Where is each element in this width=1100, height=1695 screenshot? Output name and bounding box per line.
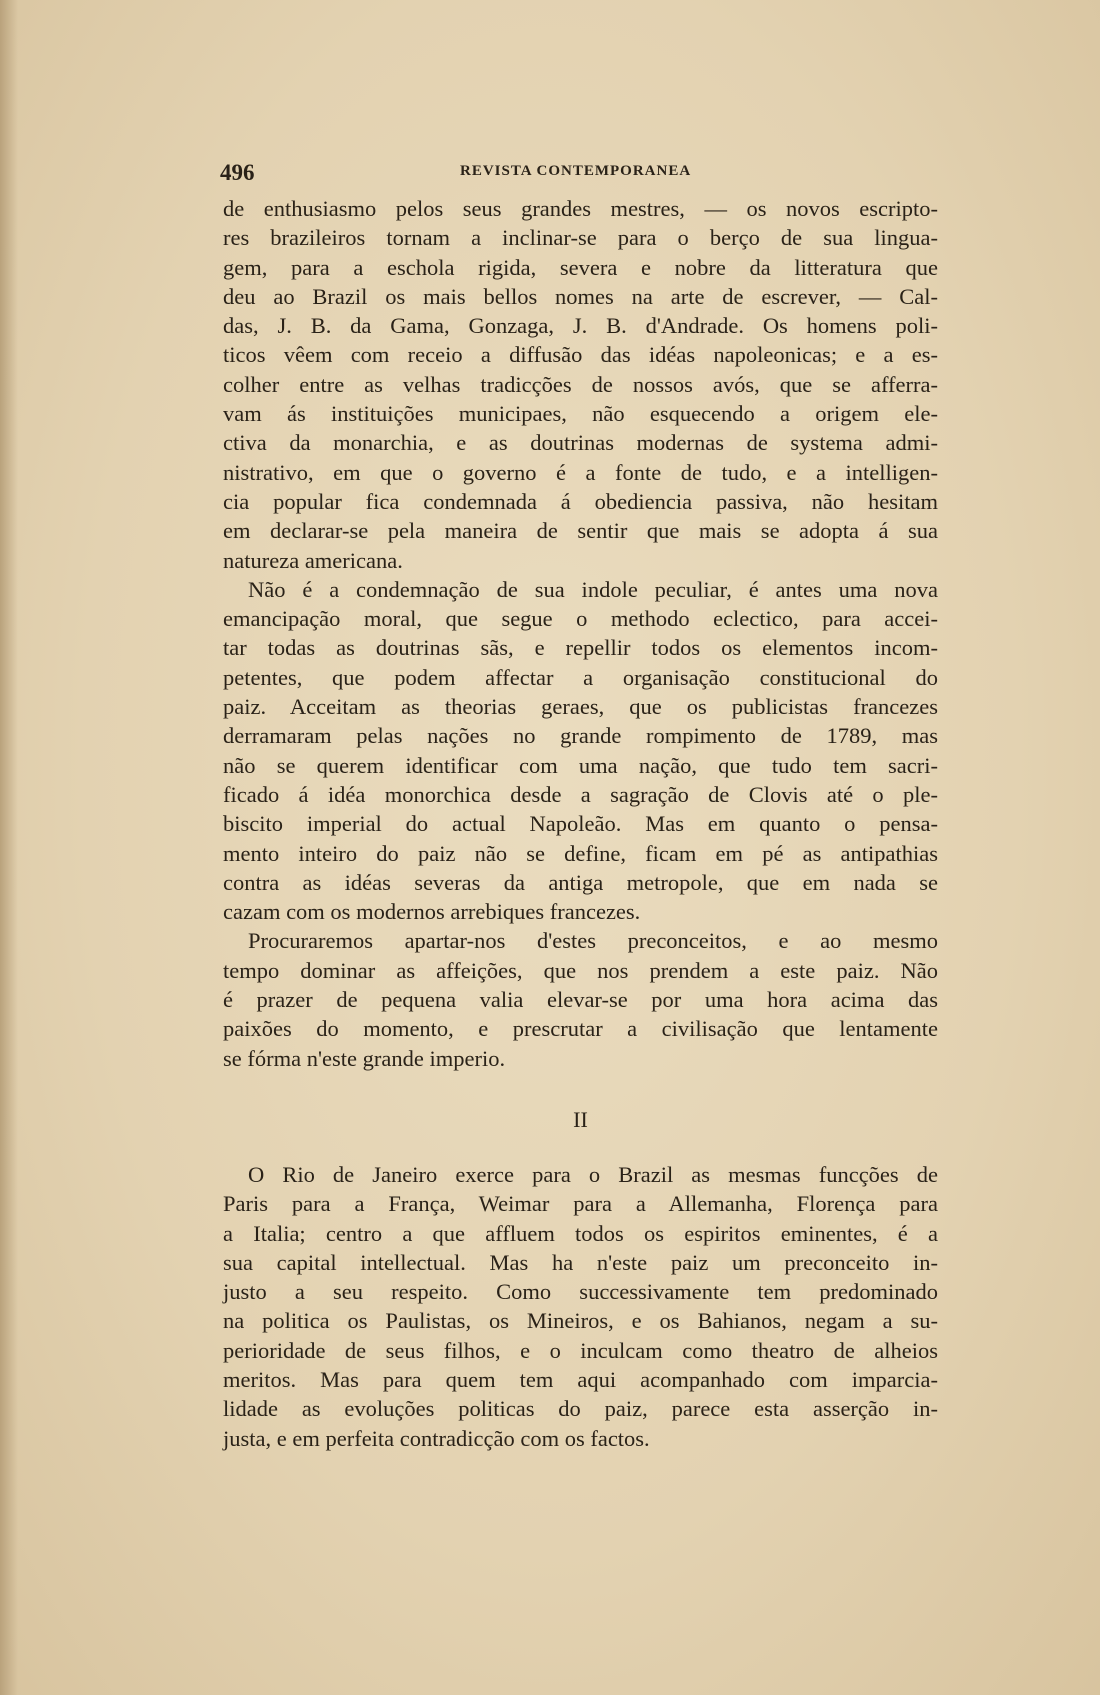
page-number: 496 bbox=[220, 160, 255, 185]
text-line: a Italia; centro a que affluem todos os espiritos eminentes, é a bbox=[223, 1220, 938, 1246]
text-line: ficado á idéa monorchica desde a sagração de Clovis até o ple- bbox=[223, 781, 938, 807]
text-line: perioridade de seus filhos, e o inculcam como theatro de alheios bbox=[223, 1337, 938, 1363]
text-line: das, J. B. da Gama, Gonzaga, J. B. d'Andrade. Os homens poli- bbox=[223, 313, 938, 339]
text-line: de enthusiasmo pelos seus grandes mestres, — os novos escripto- bbox=[223, 196, 938, 221]
section-spacer bbox=[223, 1073, 938, 1104]
text-line: emancipação moral, que segue o methodo eclectico, para accei- bbox=[223, 606, 938, 632]
text-line: tar todas as doutrinas sãs, e repellir todos os elementos incom- bbox=[223, 635, 938, 661]
running-head: REVISTA CONTEMPORANEA bbox=[460, 163, 692, 179]
text-line: sua capital intellectual. Mas ha n'este paiz um preconceito in- bbox=[223, 1249, 938, 1275]
text-line: justo a seu respeito. Como successivamente tem predominado bbox=[223, 1279, 938, 1305]
text-line: res brazileiros tornam a inclinar-se para o berço de sua lingua- bbox=[223, 225, 938, 251]
text-line: tempo dominar as affeições, que nos prendem a este paiz. Não bbox=[223, 957, 938, 983]
text-line: vam ás instituições municipaes, não esquecendo a origem ele- bbox=[223, 401, 938, 427]
page-edge-shadow bbox=[0, 0, 18, 1695]
text-line: biscito imperial do actual Napoleão. Mas em quanto o pensa- bbox=[223, 811, 938, 837]
text-line: lidade as evoluções politicas do paiz, parece esta asserção in- bbox=[223, 1396, 938, 1422]
text-line: ticos vêem com receio a diffusão das idéas napoleonicas; e a es- bbox=[223, 342, 938, 368]
text-line: petentes, que podem affectar a organisação constitucional do bbox=[223, 664, 938, 690]
text-line: na politica os Paulistas, os Mineiros, e os Bahianos, negam a su- bbox=[223, 1308, 938, 1334]
text-line: meritos. Mas para quem tem aqui acompanhado com imparcia- bbox=[223, 1366, 938, 1392]
section-spacer bbox=[223, 1135, 938, 1160]
text-line: em declarar-se pela maneira de sentir que mais se adopta á sua bbox=[223, 518, 938, 544]
text-line: paiz. Acceitam as theorias geraes, que os publicistas francezes bbox=[223, 694, 938, 720]
text-line: cazam com os modernos arrebiques francezes. bbox=[223, 899, 641, 925]
paragraph bbox=[223, 926, 938, 1072]
text-line: derramaram pelas nações no grande rompimento de 1789, mas bbox=[223, 723, 938, 749]
paragraph bbox=[223, 1160, 938, 1453]
text-line: Não é a condemnação de sua indole peculiar, é antes uma nova bbox=[248, 576, 938, 602]
text-line: mento inteiro do paiz não se define, ficam em pé as antipathias bbox=[223, 840, 938, 866]
text-line: contra as idéas severas da antiga metropole, que em nada se bbox=[223, 869, 938, 895]
text-line: colher entre as velhas tradicções de nossos avós, que se afferra- bbox=[223, 371, 938, 397]
text-line: se fórma n'este grande imperio. bbox=[223, 1045, 506, 1071]
body-text bbox=[223, 194, 938, 1453]
text-line: nistrativo, em que o governo é a fonte de tudo, e a intelligen- bbox=[223, 459, 938, 485]
paragraph bbox=[223, 194, 938, 575]
text-line: gem, para a eschola rigida, severa e nobre da litteratura que bbox=[223, 254, 938, 280]
text-line: paixões do momento, e prescrutar a civilisação que lentamente bbox=[223, 1016, 938, 1042]
text-line: Paris para a França, Weimar para a Allemanha, Florença para bbox=[223, 1191, 938, 1217]
text-line: é prazer de pequena valia elevar-se por uma hora acima das bbox=[223, 987, 938, 1013]
paragraph bbox=[223, 575, 938, 927]
text-line: cia popular fica condemnada á obediencia passiva, não hesitam bbox=[223, 488, 938, 514]
text-line: Procuraremos apartar-nos d'estes preconceitos, e ao mesmo bbox=[248, 928, 938, 954]
text-line: não se querem identificar com uma nação, que tudo tem sacri- bbox=[223, 752, 938, 778]
page-header bbox=[220, 160, 920, 186]
text-line: O Rio de Janeiro exerce para o Brazil as mesmas funcções de bbox=[248, 1161, 938, 1187]
text-line: justa, e em perfeita contradicção com os factos. bbox=[223, 1425, 650, 1451]
text-line: natureza americana. bbox=[223, 547, 403, 573]
text-line: deu ao Brazil os mais bellos nomes na arte de escrever, — Cal- bbox=[223, 283, 938, 309]
text-line: ctiva da monarchia, e as doutrinas modernas de systema admi- bbox=[223, 430, 938, 456]
section-heading: II bbox=[573, 1106, 588, 1132]
